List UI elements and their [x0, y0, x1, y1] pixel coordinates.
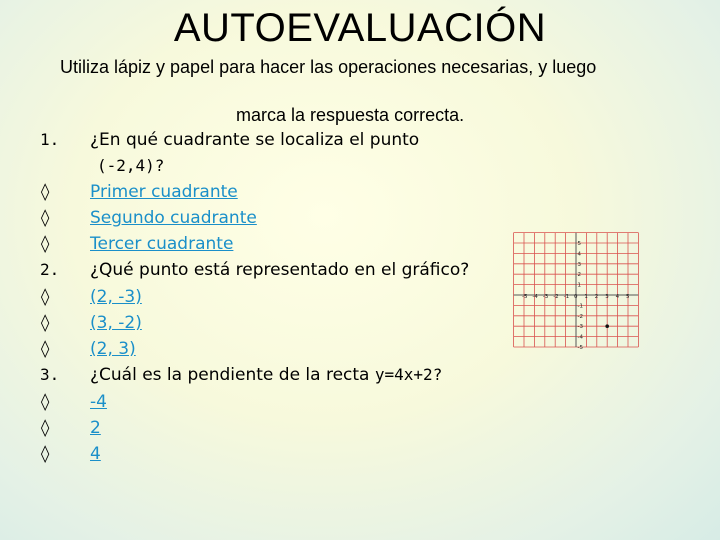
diamond-bullet-icon: ◊	[40, 392, 51, 412]
x-tick-label: 2	[594, 294, 599, 300]
question-text-point: (-2,4)?	[97, 156, 165, 175]
instructions-line-1: Utiliza lápiz y papel para hacer las operaciones necesarias, y luego	[60, 57, 597, 77]
question-number: 2.	[40, 260, 60, 279]
question-text-prefix: ¿Cuál es la pendiente de la recta	[90, 365, 375, 385]
option-link[interactable]: -4	[90, 392, 107, 412]
y-tick-label: -1	[577, 303, 583, 310]
x-tick-label: -4	[532, 294, 538, 300]
y-tick-label: 5	[577, 241, 581, 247]
diamond-bullet-icon: ◊	[40, 287, 51, 307]
diamond-bullet-icon: ◊	[40, 234, 51, 254]
x-tick-label: 5	[626, 294, 630, 300]
option-link[interactable]: 2	[90, 418, 101, 438]
question-text: ¿Qué punto está representado en el gráfico?	[90, 260, 470, 280]
diamond-bullet-icon: ◊	[40, 339, 51, 359]
y-tick-label: -2	[577, 313, 583, 320]
question-equation: y=4x+2?	[374, 365, 443, 384]
plotted-point	[605, 324, 609, 328]
diamond-bullet-icon: ◊	[40, 182, 51, 202]
x-tick-label: 3	[605, 294, 609, 300]
y-tick-label: 3	[577, 261, 581, 268]
x-tick-label: 4	[615, 294, 620, 300]
question-text: ¿En qué cuadrante se localiza el punto	[90, 130, 420, 150]
question-text	[90, 364, 442, 386]
question-number: 3.	[40, 365, 60, 384]
option-link[interactable]: (3, -2)	[90, 313, 142, 333]
x-tick-label: -2	[553, 294, 559, 300]
diamond-bullet-icon: ◊	[40, 313, 51, 333]
x-tick-label: 0	[574, 294, 578, 300]
question-number: 1.	[40, 130, 60, 149]
x-tick-label: -5	[522, 294, 528, 300]
diamond-bullet-icon: ◊	[40, 444, 51, 464]
x-tick-label: 1	[584, 294, 588, 300]
x-tick-label: -3	[542, 294, 549, 300]
option-link[interactable]: 4	[90, 444, 101, 464]
y-tick-label: -3	[577, 324, 583, 331]
y-tick-label: 2	[577, 272, 581, 279]
option-link[interactable]: Tercer cuadrante	[90, 234, 234, 254]
diamond-bullet-icon: ◊	[40, 208, 51, 228]
instructions-line-2: marca la respuesta correcta.	[236, 105, 465, 125]
option-link[interactable]: (2, 3)	[90, 339, 136, 359]
page-title: AUTOEVALUACIÓN	[173, 6, 547, 50]
y-tick-label: -5	[577, 345, 583, 351]
y-tick-label: 1	[577, 282, 581, 289]
option-link[interactable]: Primer cuadrante	[90, 182, 238, 202]
option-link[interactable]: Segundo cuadrante	[90, 208, 257, 228]
diamond-bullet-icon: ◊	[40, 418, 51, 438]
y-tick-label: 4	[577, 251, 581, 258]
coordinate-plane-graph	[514, 240, 638, 351]
x-tick-label: -1	[563, 294, 570, 300]
option-link[interactable]: (2, -3)	[90, 287, 142, 307]
y-tick-label: -4	[577, 334, 583, 341]
